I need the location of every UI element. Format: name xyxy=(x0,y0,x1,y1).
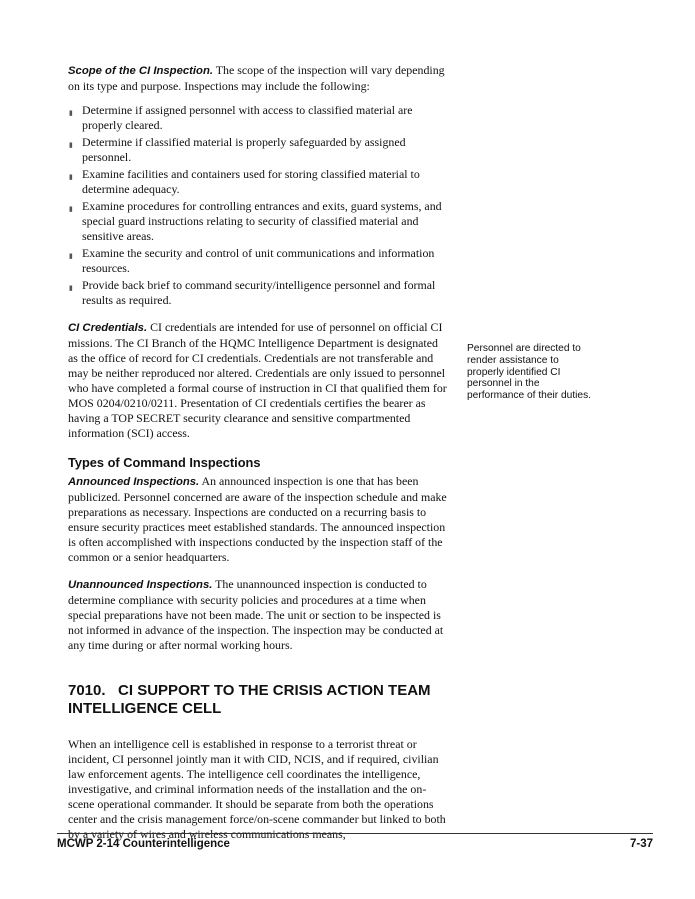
footer-publication: MCWP 2-14 Counterintelligence xyxy=(57,838,230,850)
unannounced-lead: Unannounced Inspections. xyxy=(68,579,213,591)
bullet-icon: ▮ xyxy=(69,173,73,181)
chapter-heading: 7010. CI SUPPORT TO THE CRISIS ACTION TEAM INTELLIGENCE CELL xyxy=(68,682,435,717)
scope-paragraph xyxy=(68,63,450,94)
unannounced-paragraph xyxy=(68,577,450,653)
scope-text: The scope of the inspection will vary depending on its type and purpose. Inspections may include the following: xyxy=(68,63,445,93)
announced-paragraph xyxy=(68,474,450,565)
credentials-paragraph xyxy=(68,320,450,441)
footer-page-number: 7-37 xyxy=(629,838,653,850)
announced-lead: Announced Inspections. xyxy=(68,476,200,488)
unannounced-text: The unannounced inspection is conducted to determine compliance with security policies and procedures at a time when special preparations have not been made. The unit or section to be inspected is not informed in advance of the inspection. The inspection may be conducted at any time during or after normal working hours. xyxy=(68,577,444,652)
bullet-icon: ▮ xyxy=(69,284,73,292)
main-text-column xyxy=(68,63,450,842)
bullet-icon: ▮ xyxy=(69,141,73,149)
scope-bullet-list xyxy=(68,103,450,308)
footer-divider xyxy=(57,833,653,834)
scope-lead: Scope of the CI Inspection. xyxy=(68,65,213,77)
list-item: ▮ Provide back brief to command security/intelligence personnel and formal results as required. xyxy=(69,278,436,307)
list-item: ▮ Determine if classified material is properly safeguarded by assigned personnel. xyxy=(69,135,406,164)
credentials-lead: CI Credentials. xyxy=(68,322,148,334)
list-item: ▮ Examine the security and control of unit communications and information resources. xyxy=(69,246,435,275)
intel-cell-paragraph: When an intelligence cell is established in response to a terrorist threat or incident, CI personnel jointly man it with CID, NCIS, and if required, civilian law enforcement agents. The intelligence cell coordinates the intelligence, investigative, and criminal information needs of the installation and the on-scene operational commander. It should be separate from both the operations center and the crisis management force/on-scene commander but linked to both by a variety of wires and wireless communications means, xyxy=(68,737,446,841)
margin-note: Personnel are directed to render assistance to properly identified CI personnel in the performance of their duties. xyxy=(467,343,592,402)
bullet-icon: ▮ xyxy=(69,205,73,213)
credentials-text: CI credentials are intended for use of personnel on official CI missions. The CI Branch of the HQMC Intelligence Department is designated as the office of record for CI credentials. Credentials are not transferable and may be neither reproduced nor altered. Credentials are only issued to personnel who have completed a formal course of instruction in CI that qualified them for MOS 0204/0210/0211. Presentation of CI credentials certifies the bearer as having a TOP SECRET security clearance and sensitive compartmented information (SCI) access. xyxy=(68,320,447,440)
list-item: ▮ Examine procedures for controlling entrances and exits, guard systems, and special guard instructions relating to security of classified material and sensitive areas. xyxy=(69,199,442,243)
list-item: ▮ Examine facilities and containers used for storing classified material to determine adequacy. xyxy=(69,167,420,196)
bullet-icon: ▮ xyxy=(69,109,73,117)
types-heading: Types of Command Inspections xyxy=(68,455,261,470)
list-item: ▮ Determine if assigned personnel with access to classified material are properly cleared. xyxy=(69,103,413,132)
bullet-icon: ▮ xyxy=(69,252,73,260)
announced-text: An announced inspection is one that has been publicized. Personnel concerned are aware of the inspection schedule and make preparations as necessary. Inspections are conducted on a recurring basis to ensure security practices meet established standards. The announced inspection is often accomplished with inspections conducted by the inspection staff of the common or a senior headquarters. xyxy=(68,474,447,564)
